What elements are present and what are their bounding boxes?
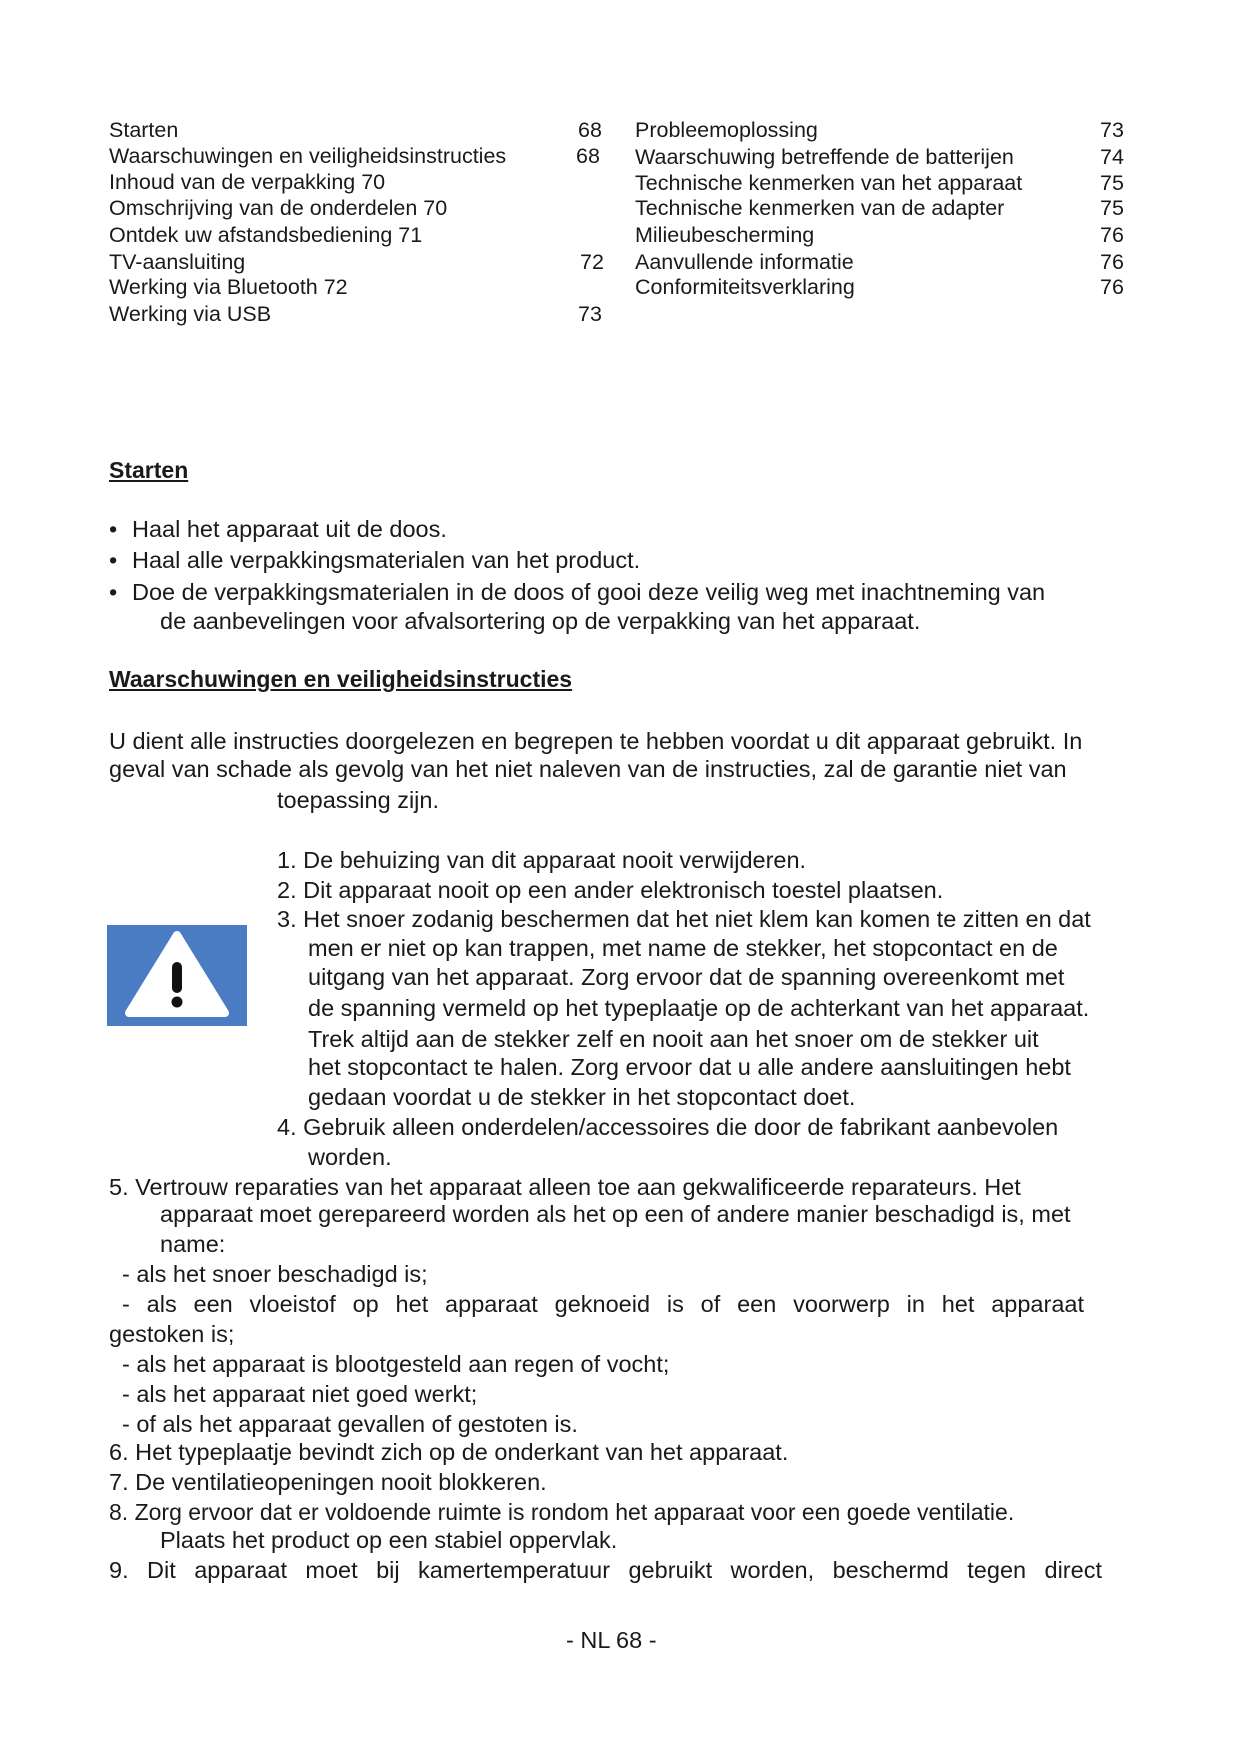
toc-left-title-4: Ontdek uw afstandsbediening 71: [109, 223, 423, 247]
toc-left-title-3: Omschrijving van de onderdelen 70: [109, 196, 448, 220]
toc-right-title-5: Aanvullende informatie: [635, 250, 854, 274]
instruction-line: men er niet op kan trappen, met name de stekker, het stopcontact en de: [308, 935, 1058, 961]
bullet-item: Haal alle verpakkingsmaterialen van het product.: [132, 547, 641, 573]
instruction-line: - als het apparaat niet goed werkt;: [122, 1381, 478, 1407]
instruction-line: 5. Vertrouw reparaties van het apparaat alleen toe aan gekwalificeerde reparateurs. Het: [109, 1174, 1021, 1200]
toc-right-page-6: 76: [1100, 275, 1124, 299]
toc-right-title-3: Technische kenmerken van de adapter: [635, 196, 1005, 220]
instruction-line: 8. Zorg ervoor dat er voldoende ruimte is rondom het apparaat voor een goede ventilatie.: [109, 1499, 1015, 1525]
instruction-line: apparaat moet gerepareerd worden als het op een of andere manier beschadigd is, met: [160, 1201, 1071, 1227]
bullet-symbol: •: [109, 547, 118, 573]
page-number: - NL 68 -: [566, 1627, 657, 1653]
intro-line: geval van schade als gevolg van het niet naleven van de instructies, zal de garantie niet van: [109, 756, 1067, 782]
bullet-symbol: •: [109, 579, 118, 605]
instruction-line: - als het snoer beschadigd is;: [122, 1261, 428, 1287]
instruction-line: worden.: [308, 1144, 392, 1170]
bullet-item-continuation: de aanbevelingen voor afvalsortering op de verpakking van het apparaat.: [160, 608, 921, 634]
toc-right-title-2: Technische kenmerken van het apparaat: [635, 171, 1023, 195]
instruction-line: - als het apparaat is blootgesteld aan regen of vocht;: [122, 1351, 670, 1377]
toc-right-page-2: 75: [1100, 171, 1124, 195]
instruction-line: 3. Het snoer zodanig beschermen dat het niet klem kan komen te zitten en dat: [277, 906, 1091, 932]
toc-left-title-5: TV-aansluiting: [109, 250, 246, 274]
toc-right-title-4: Milieubescherming: [635, 223, 815, 247]
instruction-line: 1. De behuizing van dit apparaat nooit verwijderen.: [277, 847, 807, 873]
toc-left-page-5: 72: [580, 250, 604, 274]
instruction-line: uitgang van het apparaat. Zorg ervoor dat de spanning overeenkomt met: [308, 964, 1065, 990]
instruction-line: het stopcontact te halen. Zorg ervoor dat u alle andere aansluitingen hebt: [308, 1054, 1071, 1080]
toc-left-title-2: Inhoud van de verpakking 70: [109, 170, 386, 194]
instruction-line: name:: [160, 1231, 226, 1257]
bullet-item: Doe de verpakkingsmaterialen in de doos of gooi deze veilig weg met inachtneming van: [132, 579, 1046, 605]
toc-right-page-3: 75: [1100, 196, 1124, 220]
intro-line: U dient alle instructies doorgelezen en begrepen te hebben voordat u dit apparaat gebruikt. In: [109, 728, 1083, 754]
toc-left-title-6: Werking via Bluetooth 72: [109, 275, 348, 299]
intro-line: toepassing zijn.: [277, 787, 439, 813]
instruction-line: 6. Het typeplaatje bevindt zich op de onderkant van het apparaat.: [109, 1439, 789, 1465]
toc-left-title-1: Waarschuwingen en veiligheidsinstructies: [109, 144, 507, 168]
toc-left-title-0: Starten: [109, 118, 179, 142]
section-heading-starten: Starten: [109, 457, 189, 483]
bullet-item: Haal het apparaat uit de doos.: [132, 516, 447, 542]
instruction-line: Trek altijd aan de stekker zelf en nooit aan het snoer om de stekker uit: [308, 1026, 1039, 1052]
instruction-line: Plaats het product op een stabiel oppervlak.: [160, 1527, 618, 1553]
instruction-line: de spanning vermeld op het typeplaatje op de achterkant van het apparaat.: [308, 995, 1090, 1021]
instruction-line: - of als het apparaat gevallen of gestoten is.: [122, 1411, 578, 1437]
instruction-line: 9. Dit apparaat moet bij kamertemperatuur gebruikt worden, beschermd tegen direct: [109, 1557, 1102, 1583]
instruction-line: gedaan voordat u de stekker in het stopcontact doet.: [308, 1084, 856, 1110]
toc-left-page-0: 68: [578, 118, 602, 142]
toc-left-page-1: 68: [576, 144, 600, 168]
section-heading-safety: Waarschuwingen en veiligheidsinstructies: [109, 666, 573, 692]
toc-right-page-0: 73: [1100, 118, 1124, 142]
toc-right-page-4: 76: [1100, 223, 1124, 247]
instruction-line: 7. De ventilatieopeningen nooit blokkeren.: [109, 1469, 547, 1495]
warning-icon: [107, 925, 247, 1026]
toc-right-title-1: Waarschuwing betreffende de batterijen: [635, 145, 1014, 169]
toc-right-page-5: 76: [1100, 250, 1124, 274]
toc-right-title-0: Probleemoplossing: [635, 118, 818, 142]
toc-left-title-7: Werking via USB: [109, 302, 272, 326]
instruction-line: - als een vloeistof op het apparaat geknoeid is of een voorwerp in het apparaat: [122, 1291, 1084, 1317]
instruction-line: gestoken is;: [109, 1321, 235, 1347]
toc-right-title-6: Conformiteitsverklaring: [635, 275, 855, 299]
bullet-symbol: •: [109, 516, 118, 542]
instruction-line: 2. Dit apparaat nooit op een ander elektronisch toestel plaatsen.: [277, 877, 944, 903]
toc-right-page-1: 74: [1100, 145, 1124, 169]
toc-left-page-7: 73: [578, 302, 602, 326]
instruction-line: 4. Gebruik alleen onderdelen/accessoires die door de fabrikant aanbevolen: [277, 1114, 1059, 1140]
